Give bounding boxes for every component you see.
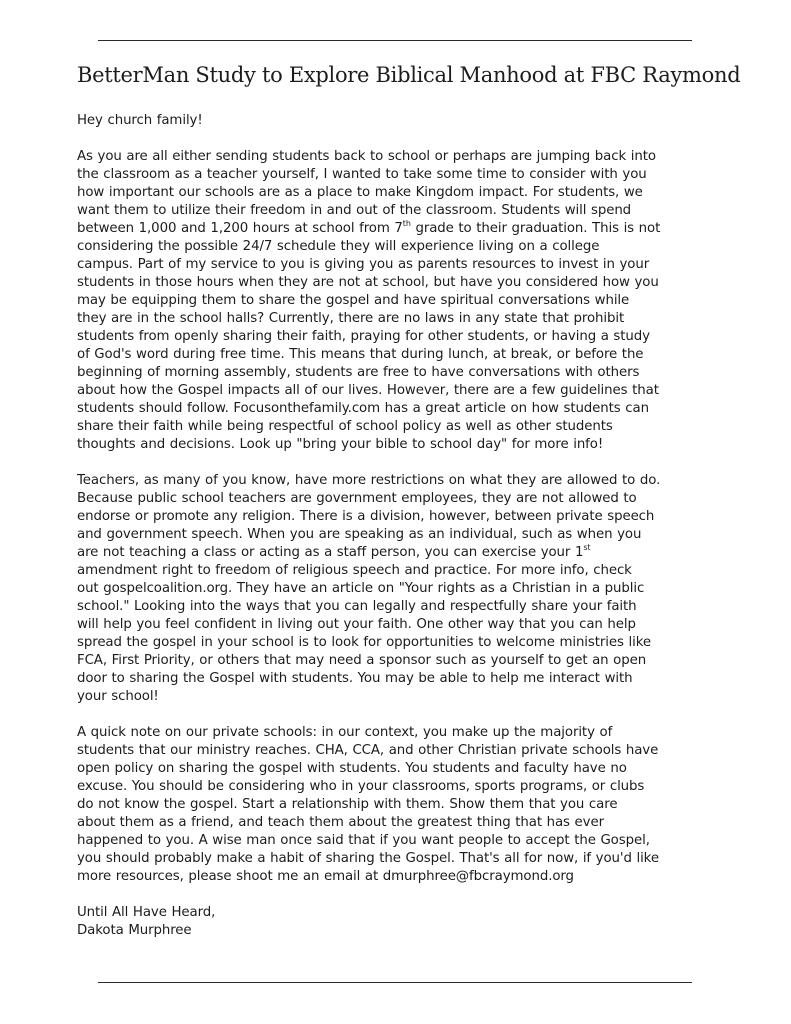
text-line: As you are all either sending students back to school or perhaps are jumping back into [77, 149, 656, 164]
text-line: Because public school teachers are government employees, they are not allowed to [77, 491, 637, 506]
text-line: happened to you. A wise man once said that if you want people to accept the Gospel, [77, 833, 650, 848]
ordinal-superscript: st [583, 543, 591, 552]
text-line: your school! [77, 689, 159, 704]
text-line: students in those hours when they are not at school, but have you considered how you [77, 275, 659, 290]
text-line: about how the Gospel impacts all of our lives. However, there are a few guidelines that [77, 383, 659, 398]
text-line: students that our ministry reaches. CHA, CCA, and other Christian private schools have [77, 743, 659, 758]
paragraph-private-schools [77, 724, 686, 886]
top-divider [98, 40, 692, 41]
text-line: open policy on sharing the gospel with students. You students and faculty have no [77, 761, 627, 776]
text-line: school." Looking into the ways that you can legally and respectfully share your faith [77, 599, 637, 614]
text-line [77, 544, 686, 562]
text-line: more resources, please shoot me an email at dmurphree@fbcraymond.org [77, 869, 574, 884]
text-line: about them as a friend, and teach them about the greatest thing that has ever [77, 815, 604, 830]
text-line: and government speech. When you are speaking as an individual, such as when you [77, 527, 642, 542]
text-line: they are in the school halls? Currently, there are no laws in any state that prohibit [77, 311, 625, 326]
text-line: students from openly sharing their faith, praying for other students, or having a study [77, 329, 650, 344]
text-line: share their faith while being respectful of school policy as well as other students [77, 419, 613, 434]
text-line: students should follow. Focusonthefamily.com has a great article on how students can [77, 401, 649, 416]
greeting: Hey church family! [77, 113, 203, 128]
text-line: A quick note on our private schools: in our context, you make up the majority of [77, 725, 613, 740]
signature-name: Dakota Murphree [77, 923, 192, 938]
text-line: of God's word during free time. This means that during lunch, at break, or before the [77, 347, 644, 362]
text-line: how important our schools are as a place to make Kingdom impact. For students, we [77, 185, 643, 200]
paragraph-students [77, 148, 686, 454]
text-line: you should probably make a habit of sharing the Gospel. That's all for now, if you'd like [77, 851, 659, 866]
text-line [77, 220, 686, 238]
paragraph-teachers [77, 472, 686, 706]
sign-off [77, 904, 686, 940]
text-line: will help you feel confident in living out your faith. One other way that you can help [77, 617, 636, 632]
letter-body [77, 112, 686, 940]
text-line: beginning of morning assembly, students are free to have conversations with others [77, 365, 640, 380]
ordinal-superscript: th [402, 219, 411, 228]
closing-line: Until All Have Heard, [77, 905, 216, 920]
text-line: door to sharing the Gospel with students. You may be able to help me interact with [77, 671, 633, 686]
bottom-divider [98, 982, 692, 983]
text-line: excuse. You should be considering who in your classrooms, sports programs, or clubs [77, 779, 645, 794]
text-line: the classroom as a teacher yourself, I wanted to take some time to consider with you [77, 167, 647, 182]
text-line: spread the gospel in your school is to look for opportunities to welcome ministries like [77, 635, 651, 650]
text-segment: are not teaching a class or acting as a staff person, you can exercise your 1 [77, 545, 584, 560]
text-line: Teachers, as many of you know, have more restrictions on what they are allowed to do. [77, 473, 661, 488]
text-segment: grade to their graduation. This is not [410, 221, 661, 236]
text-line: FCA, First Priority, or others that may need a sponsor such as yourself to get an open [77, 653, 647, 668]
text-line: may be equipping them to share the gospel and have spiritual conversations while [77, 293, 630, 308]
text-line: endorse or promote any religion. There is a division, however, between private speech [77, 509, 655, 524]
text-line: thoughts and decisions. Look up "bring your bible to school day" for more info! [77, 437, 604, 452]
text-line: considering the possible 24/7 schedule they will experience living on a college [77, 239, 600, 254]
text-line: want them to utilize their freedom in and out of the classroom. Students will spend [77, 203, 632, 218]
text-segment: between 1,000 and 1,200 hours at school from 7 [77, 221, 403, 236]
text-line: do not know the gospel. Start a relationship with them. Show them that you care [77, 797, 618, 812]
text-line: campus. Part of my service to you is giving you as parents resources to invest in your [77, 257, 650, 272]
document-title: BetterMan Study to Explore Biblical Manhood at FBC Raymond [77, 63, 741, 87]
text-line: out gospelcoalition.org. They have an article on "Your rights as a Christian in a public [77, 581, 645, 596]
text-line: amendment right to freedom of religious speech and practice. For more info, check [77, 563, 632, 578]
